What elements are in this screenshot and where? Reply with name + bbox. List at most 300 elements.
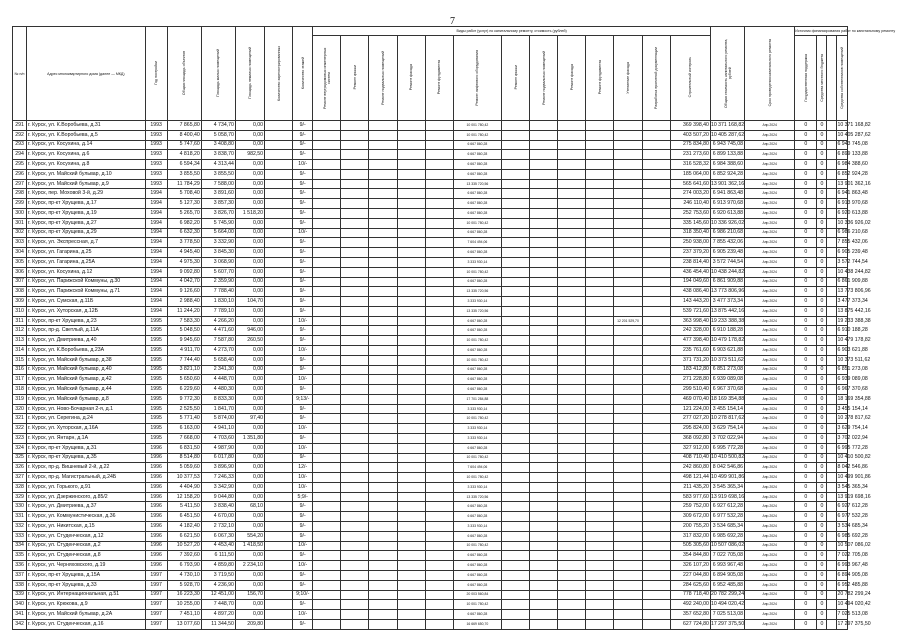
cell-empty	[265, 492, 293, 502]
cell-empty	[265, 610, 293, 620]
cell-loc: 0	[817, 267, 827, 277]
cell-year: 1996	[145, 561, 167, 571]
cell-a1: 7 392,60	[167, 551, 201, 561]
cell-empty	[341, 238, 369, 248]
cell-loc: 0	[817, 424, 827, 434]
cell-total: 3 572 744,54	[710, 257, 744, 267]
cell-empty	[586, 140, 614, 150]
cell-total: 6 913 970,68	[710, 199, 744, 209]
cell-empty	[502, 336, 530, 346]
cell-empty	[558, 326, 586, 336]
cell-n: 341	[13, 610, 27, 620]
table-row	[13, 257, 895, 267]
table-row	[13, 473, 895, 483]
cell-own: 6 977 532,28	[837, 512, 847, 522]
finance-group: Источник финансирования работ по капитальному ремонту	[795, 27, 847, 36]
cell-empty	[530, 473, 558, 483]
cell-addr: г. Курск, ул. К.Воробьева, д.23А	[27, 345, 146, 355]
cell-year: 1993	[145, 179, 167, 189]
cell-roof	[614, 209, 642, 219]
cell-term: Апр.2024	[745, 590, 795, 600]
table-row	[13, 522, 895, 532]
cell-empty	[369, 355, 397, 365]
cell-empty	[530, 238, 558, 248]
cell-empty	[586, 297, 614, 307]
cell-empty	[558, 160, 586, 170]
cell-empty	[369, 404, 397, 414]
cell-empty	[502, 434, 530, 444]
cell-empty	[313, 218, 341, 228]
cell-empty	[397, 443, 425, 453]
table-row	[13, 414, 895, 424]
cell-f: 9/-	[293, 385, 313, 395]
cell-empty	[558, 355, 586, 365]
cell-empty	[313, 522, 341, 532]
cell-empty	[558, 385, 586, 395]
cell-empty	[530, 267, 558, 277]
cell-empty	[827, 512, 837, 522]
cell-year: 1996	[145, 482, 167, 492]
cell-total: 10 336 926,02	[710, 218, 744, 228]
cell-empty	[313, 404, 341, 414]
col-control: Строительный контроль	[670, 36, 710, 121]
cell-loc: 0	[817, 385, 827, 395]
col-fin-local: Средства местного бюджета	[817, 36, 827, 121]
cell-empty	[313, 277, 341, 287]
table-row	[13, 209, 895, 219]
cell-lift: 6 667 860,28	[453, 248, 501, 258]
cell-term: Апр.2024	[745, 453, 795, 463]
cell-lift: 13 335 720,56	[453, 287, 501, 297]
cell-empty	[425, 277, 453, 287]
cell-empty	[530, 375, 558, 385]
cell-empty	[586, 404, 614, 414]
cell-empty	[530, 610, 558, 620]
cell-empty	[586, 228, 614, 238]
cell-n: 342	[13, 619, 27, 629]
table-row	[13, 600, 895, 610]
cell-empty	[341, 610, 369, 620]
cell-gov: 0	[795, 169, 817, 179]
cell-empty	[425, 443, 453, 453]
cell-ctrl: 436 454,40	[670, 267, 710, 277]
cell-n: 321	[13, 414, 27, 424]
cell-total: 10 479 178,82	[710, 336, 744, 346]
cell-n: 333	[13, 531, 27, 541]
cell-empty	[827, 580, 837, 590]
cell-f: 9/-	[293, 169, 313, 179]
cell-addr: г. Курск, ул. К.Воробьева, д.5	[27, 130, 146, 140]
cell-a1: 13 077,60	[167, 619, 201, 629]
cell-total: 6 985 692,28	[710, 531, 744, 541]
cell-addr: г. Курск, пр-д. Магистральный, д.24Б	[27, 473, 146, 483]
cell-loc: 0	[817, 590, 827, 600]
cell-total: 6 852 924,28	[710, 169, 744, 179]
cell-empty	[502, 277, 530, 287]
cell-empty	[530, 570, 558, 580]
cell-n: 317	[13, 375, 27, 385]
cell-n: 293	[13, 140, 27, 150]
cell-a3: 0,00	[235, 610, 264, 620]
cell-empty	[502, 160, 530, 170]
cell-gov: 0	[795, 404, 817, 414]
cell-empty	[369, 365, 397, 375]
cell-empty	[425, 287, 453, 297]
cell-gov: 0	[795, 365, 817, 375]
cell-empty	[341, 160, 369, 170]
cell-empty	[369, 522, 397, 532]
cell-empty	[313, 531, 341, 541]
cell-empty	[341, 385, 369, 395]
cell-n: 308	[13, 287, 27, 297]
cell-empty	[642, 492, 670, 502]
cell-gov: 0	[795, 277, 817, 287]
cell-addr: г. Курск, ул. Серегина, д.24	[27, 414, 146, 424]
cell-own: 6 984 388,60	[837, 160, 847, 170]
cell-a1: 4 911,70	[167, 345, 201, 355]
cell-addr: г. Курск, ул. К.Воробьева, д.31	[27, 121, 146, 131]
cell-a3: 0,00	[235, 218, 264, 228]
cell-empty	[827, 121, 837, 131]
cell-term: Апр.2024	[745, 365, 795, 375]
cell-a3: 0,00	[235, 228, 264, 238]
cell-empty	[586, 463, 614, 473]
cell-empty	[586, 590, 614, 600]
cell-empty	[265, 385, 293, 395]
cell-empty	[642, 267, 670, 277]
cell-a2: 4 236,90	[201, 580, 235, 590]
cell-a2: 7 246,33	[201, 473, 235, 483]
cell-addr: г. Курск, пр-кт Хрущева, д.23	[27, 316, 146, 326]
cell-total: 10 278 817,62	[710, 414, 744, 424]
cell-own: 10 507 086,02	[837, 541, 847, 551]
cell-loc: 0	[817, 277, 827, 287]
cell-term: Апр.2024	[745, 394, 795, 404]
table-row	[13, 482, 895, 492]
cell-loc: 0	[817, 434, 827, 444]
cell-roof	[614, 287, 642, 297]
cell-empty	[425, 580, 453, 590]
cell-empty	[425, 297, 453, 307]
cell-empty	[425, 502, 453, 512]
cell-empty	[558, 502, 586, 512]
cell-empty	[642, 365, 670, 375]
cell-empty	[586, 160, 614, 170]
cell-empty	[827, 199, 837, 209]
cell-own: 6 851 273,08	[837, 365, 847, 375]
cell-empty	[397, 502, 425, 512]
cell-empty	[265, 453, 293, 463]
cell-f: 9/-	[293, 600, 313, 610]
cell-gov: 0	[795, 326, 817, 336]
cell-empty	[313, 580, 341, 590]
cell-a1: 4 730,10	[167, 570, 201, 580]
cell-empty	[369, 248, 397, 258]
cell-addr: г. Курск, ул. Парижской Коммуны, д.30	[27, 277, 146, 287]
cell-empty	[827, 267, 837, 277]
cell-empty	[558, 121, 586, 131]
cell-a3: 0,00	[235, 121, 264, 131]
col-work-3: Ремонт фасада	[397, 36, 425, 121]
cell-addr: г. Курск, ул. Интернациональная, д.51	[27, 590, 146, 600]
cell-total: 6 986 210,68	[710, 228, 744, 238]
table-row	[13, 345, 895, 355]
cell-empty	[425, 179, 453, 189]
cell-empty	[265, 248, 293, 258]
cell-empty	[369, 619, 397, 629]
cell-empty	[341, 355, 369, 365]
cell-empty	[502, 610, 530, 620]
cell-addr: г. Курск, ул. Горького, д.91	[27, 482, 146, 492]
cell-own: 10 410 500,82	[837, 453, 847, 463]
cell-a3: 2 234,10	[235, 561, 264, 571]
cell-empty	[558, 590, 586, 600]
cell-empty	[558, 297, 586, 307]
cell-empty	[313, 561, 341, 571]
cell-ctrl: 277 027,20	[670, 414, 710, 424]
table-row	[13, 326, 895, 336]
cell-lift: 6 667 860,28	[453, 385, 501, 395]
cell-empty	[313, 443, 341, 453]
cell-empty	[397, 160, 425, 170]
cell-lift: 6 667 860,28	[453, 345, 501, 355]
cell-loc: 0	[817, 512, 827, 522]
cell-empty	[341, 365, 369, 375]
cell-empty	[827, 297, 837, 307]
cell-own: 10 479 178,82	[837, 336, 847, 346]
cell-n: 314	[13, 345, 27, 355]
cell-empty	[502, 531, 530, 541]
cell-empty	[558, 218, 586, 228]
cell-empty	[265, 209, 293, 219]
cell-addr: г. Курск, ул. Студенческая, д.2	[27, 541, 146, 551]
cell-roof	[614, 199, 642, 209]
cell-a3: 0,00	[235, 463, 264, 473]
cell-empty	[502, 150, 530, 160]
cell-empty	[341, 140, 369, 150]
cell-addr: г. Курск, ул. Майский бульвар, д.9	[27, 179, 146, 189]
table-row	[13, 580, 895, 590]
cell-ctrl: 492 240,00	[670, 600, 710, 610]
cell-own: 17 297 375,50	[837, 619, 847, 629]
cell-empty	[642, 619, 670, 629]
cell-empty	[341, 248, 369, 258]
cell-a1: 16 223,30	[167, 590, 201, 600]
cell-empty	[341, 297, 369, 307]
cell-empty	[827, 287, 837, 297]
cell-lift: 3 333 930,14	[453, 522, 501, 532]
cell-empty	[586, 522, 614, 532]
col-work-10: Утепление фасада	[614, 36, 642, 121]
cell-lift: 10 001 780,42	[453, 600, 501, 610]
cell-empty	[642, 121, 670, 131]
cell-empty	[530, 453, 558, 463]
cell-empty	[586, 189, 614, 199]
cell-empty	[642, 228, 670, 238]
cell-ctrl: 242 860,80	[670, 463, 710, 473]
cell-empty	[425, 316, 453, 326]
cell-n: 305	[13, 257, 27, 267]
cell-n: 325	[13, 453, 27, 463]
cell-empty	[558, 287, 586, 297]
cell-f: 9/-	[293, 238, 313, 248]
cell-empty	[558, 257, 586, 267]
cell-empty	[558, 248, 586, 258]
table-row	[13, 218, 895, 228]
cell-lift: 6 667 860,28	[453, 512, 501, 522]
cell-loc: 0	[817, 306, 827, 316]
cell-addr: г. Курск, ул. Коммунистическая, д.36	[27, 512, 146, 522]
cell-empty	[642, 375, 670, 385]
cell-f: 9/-	[293, 140, 313, 150]
cell-ctrl: 238 814,40	[670, 257, 710, 267]
cell-empty	[369, 189, 397, 199]
cell-gov: 0	[795, 580, 817, 590]
col-people: Количество зарегистрированных	[265, 27, 293, 121]
cell-ctrl: 235 761,60	[670, 345, 710, 355]
cell-empty	[530, 600, 558, 610]
cell-empty	[397, 453, 425, 463]
cell-n: 294	[13, 150, 27, 160]
cell-lift: 6 667 860,28	[453, 199, 501, 209]
cell-year: 1995	[145, 404, 167, 414]
cell-roof	[614, 238, 642, 248]
cell-empty	[397, 257, 425, 267]
cell-empty	[827, 209, 837, 219]
cell-lift: 10 001 780,42	[453, 336, 501, 346]
cell-empty	[397, 619, 425, 629]
cell-empty	[265, 541, 293, 551]
cell-roof	[614, 140, 642, 150]
cell-empty	[397, 326, 425, 336]
cell-term: Апр.2024	[745, 404, 795, 414]
cell-empty	[502, 404, 530, 414]
cell-empty	[265, 580, 293, 590]
cell-empty	[827, 492, 837, 502]
cell-lift: 6 667 860,28	[453, 561, 501, 571]
cell-roof	[614, 218, 642, 228]
cell-a2: 3 845,30	[201, 248, 235, 258]
col-total-cost: Общая стоимость капитального ремонта, рублей	[710, 27, 744, 121]
cell-n: 311	[13, 316, 27, 326]
cell-f: 9/-	[293, 248, 313, 258]
cell-empty	[265, 140, 293, 150]
cell-addr: г. Курск, ул. Студенческая, д.8	[27, 551, 146, 561]
cell-lift: 6 667 860,28	[453, 502, 501, 512]
cell-empty	[341, 522, 369, 532]
cell-total: 10 373 511,62	[710, 355, 744, 365]
cell-a2: 5 745,90	[201, 218, 235, 228]
cell-empty	[586, 443, 614, 453]
cell-f: 9/-	[293, 502, 313, 512]
cell-n: 292	[13, 130, 27, 140]
cell-empty	[530, 619, 558, 629]
cell-gov: 0	[795, 199, 817, 209]
table-row	[13, 610, 895, 620]
cell-total: 20 782 299,24	[710, 590, 744, 600]
cell-empty	[530, 326, 558, 336]
cell-lift: 6 667 860,28	[453, 277, 501, 287]
cell-a3: 0,00	[235, 492, 264, 502]
cell-empty	[425, 345, 453, 355]
cell-a2: 1 830,10	[201, 297, 235, 307]
cell-gov: 0	[795, 600, 817, 610]
cell-ctrl: 252 753,60	[670, 209, 710, 219]
cell-empty	[642, 218, 670, 228]
cell-n: 335	[13, 551, 27, 561]
cell-empty	[827, 443, 837, 453]
cell-own: 10 499 901,86	[837, 473, 847, 483]
cell-empty	[369, 541, 397, 551]
cell-empty	[642, 610, 670, 620]
cell-a3: 0,00	[235, 600, 264, 610]
cell-a2: 4 313,44	[201, 160, 235, 170]
cell-term: Апр.2024	[745, 473, 795, 483]
cell-addr: г. Курск, ул. Гагарина, д.25А	[27, 257, 146, 267]
cell-term: Апр.2024	[745, 130, 795, 140]
cell-roof	[614, 326, 642, 336]
cell-a3: 0,00	[235, 316, 264, 326]
cell-ctrl: 368 092,80	[670, 434, 710, 444]
cell-a2: 4 897,20	[201, 610, 235, 620]
cell-empty	[369, 394, 397, 404]
cell-total: 6 861 909,88	[710, 277, 744, 287]
cell-empty	[586, 306, 614, 316]
cell-loc: 0	[817, 404, 827, 414]
cell-empty	[586, 179, 614, 189]
cell-empty	[425, 130, 453, 140]
cell-empty	[265, 570, 293, 580]
cell-total: 3 455 154,14	[710, 404, 744, 414]
cell-lift: 6 667 860,28	[453, 580, 501, 590]
cell-empty	[425, 257, 453, 267]
cell-empty	[397, 522, 425, 532]
table-row	[13, 130, 895, 140]
cell-empty	[397, 140, 425, 150]
cell-own: 8 042 546,86	[837, 463, 847, 473]
col-year: Год постройки	[145, 27, 167, 121]
cell-empty	[369, 316, 397, 326]
cell-empty	[530, 169, 558, 179]
table-row	[13, 443, 895, 453]
cell-a2: 4 266,20	[201, 316, 235, 326]
cell-empty	[397, 561, 425, 571]
table-row	[13, 228, 895, 238]
cell-year: 1993	[145, 150, 167, 160]
col-number: № п/п	[13, 27, 27, 121]
cell-empty	[586, 502, 614, 512]
cell-loc: 0	[817, 130, 827, 140]
cell-roof	[614, 355, 642, 365]
cell-lift: 13 335 720,56	[453, 492, 501, 502]
cell-roof	[614, 551, 642, 561]
cell-empty	[530, 394, 558, 404]
cell-n: 310	[13, 306, 27, 316]
cell-empty	[827, 424, 837, 434]
cell-empty	[530, 385, 558, 395]
cell-ctrl: 299 510,40	[670, 385, 710, 395]
cell-empty	[313, 326, 341, 336]
cell-a2: 3 332,90	[201, 238, 235, 248]
cell-empty	[425, 306, 453, 316]
cell-own: 6 952 485,88	[837, 580, 847, 590]
cell-empty	[341, 512, 369, 522]
cell-empty	[530, 512, 558, 522]
cell-own: 6 910 188,28	[837, 326, 847, 336]
cell-roof	[614, 434, 642, 444]
cell-empty	[313, 414, 341, 424]
cell-empty	[397, 570, 425, 580]
